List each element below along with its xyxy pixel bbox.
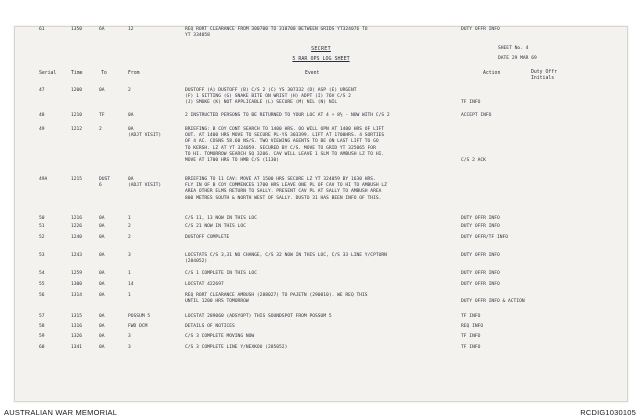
entry-event-line: (F) 1 SITTING (G) SNAKE BITE ON WRIST (H) ADPT (I) 76V C/S 2	[185, 94, 351, 100]
entry-time: 1314	[71, 293, 83, 298]
entry-from-extra: (ADJT VISIT)	[128, 183, 162, 189]
entry-action: TF INFO	[461, 314, 481, 319]
entry-to: 6A	[99, 27, 105, 32]
entry-from: 0A	[128, 127, 134, 132]
entry-event-line: REQ RORT CLEARANCE FROM 300700 TO 310700 BETWEEN GRIDS YT324076 TO	[185, 27, 368, 32]
initials-label: Initials	[531, 76, 555, 81]
entry-event-line: BRIEFING TO 11 CAV: MOVE AT 1500 HRS SECURE LZ YT 324059 BY 1630 HRS.	[185, 177, 376, 182]
entry-event-line: OF 4 AC. COSNS 58.60 NS/S. TWO VIEWING AGENTS TO BE ON LAST LIFT TO GO	[185, 139, 379, 145]
entry-event-line: TO HI. TOMORROW SEARCH SQ 3206. CAV WILL LEAVE 1 SLM TO AMBUSH LZ TO HI.	[185, 151, 385, 157]
entry-time: 1215	[71, 177, 83, 182]
entry-event-line: OUT. AT 1400 HRS MOVE TO SECURE PL-YS 303399. LIFT AT 1700HRS. 4 SORTIES	[185, 133, 385, 139]
entry-serial: 57	[39, 314, 45, 319]
entry-action: DUTY OFFR/TF INFO	[461, 235, 509, 240]
entry-from: 0A	[128, 113, 134, 118]
entry-time: 1315	[71, 314, 83, 319]
entry-event-line: LOCSTATS C/S 3,31 NO CHANGE, C/S 32 NOW IN THIS LOC, C/S 33 LINE Y/CPTURN	[185, 253, 387, 258]
entry-event-line: MOVE AT 1700 HRS TO HMB C/S (1130)	[185, 158, 280, 163]
entry-action: C/S 2 ACK	[461, 158, 486, 163]
entry-from: FWD DCM	[128, 324, 148, 329]
sheet-title: 5 RAR OPS LOG SHEET	[292, 56, 350, 62]
entry-event-line: 800 METRES SOUTH & NORTH WEST OF SALLY. DUSTO 31 HAS BEEN INFO OF THIS.	[185, 195, 382, 201]
entry-to: DUST	[99, 177, 111, 182]
entry-serial: 55	[39, 282, 45, 287]
entry-from: 3	[128, 253, 131, 258]
entry-event-line: C/S 3 COMPLETE MOVING NOW	[185, 334, 255, 339]
entry-to: 2	[99, 127, 102, 132]
sheet-date: DATE 29 MAR 69	[498, 56, 537, 61]
entry-time: 1326	[71, 334, 83, 339]
entry-from: 0A	[128, 177, 134, 182]
entry-to: 0A	[99, 216, 105, 221]
entry-serial: 50	[39, 216, 45, 221]
entry-to: 0A	[99, 271, 105, 276]
entry-event-line: BRIEFING: B COY CONT SEARCH TO 1400 HRS. OO WILL OPN AT 1400 HRS OF LIFT	[185, 127, 385, 132]
entry-from: 12	[128, 27, 134, 32]
entry-event-line: LOCSTAT 422697	[185, 282, 224, 287]
entry-time: 1350	[71, 27, 83, 32]
entry-time: 1240	[71, 235, 83, 240]
entry-to: 0A	[99, 253, 105, 258]
entry-time: 1316	[71, 324, 83, 329]
entry-action: REQ INFO	[461, 324, 484, 329]
entry-action: DUTY OFFR INFO	[461, 216, 500, 221]
entry-action: TF INFO	[461, 334, 481, 339]
entry-serial: 58	[39, 324, 45, 329]
entry-serial: 56	[39, 293, 45, 298]
entry-time: 1200	[71, 88, 83, 93]
col-from-header: From	[128, 71, 140, 76]
entry-time: 1212	[71, 127, 83, 132]
entry-time: 1226	[71, 224, 83, 229]
entry-serial: 53	[39, 253, 45, 258]
duty-offr-label: Duty Offr	[531, 70, 557, 75]
entry-to: 0A	[99, 235, 105, 240]
entry-to: TF	[99, 113, 105, 118]
archive-reference: RCDIG1030105	[580, 408, 636, 417]
entry-event-line: FLY IN OF B COY COMMENCES 1700 HRS LEAVE ONE PL OF CAV TO HI TO AMBUSH LZ	[185, 183, 387, 189]
entry-event-line: REQ RORT CLEARANCE AMBUSH (288027) TO PAJETN (290010). WE REQ THIS	[185, 293, 368, 298]
entry-action: DUTY OFFR INFO	[461, 271, 500, 276]
entry-from: 1	[128, 271, 131, 276]
entry-event-line: AREA OTHER ELMS RETURN TO SALLY. PRESENT CAV PL AT SALLY TO AMBUSH AREA	[185, 189, 382, 195]
archive-credit: AUSTRALIAN WAR MEMORIAL	[4, 408, 118, 417]
entry-to: 0A	[99, 334, 105, 339]
entry-from: 3	[128, 345, 131, 350]
entry-from: 1	[128, 293, 131, 298]
entry-time: 1243	[71, 253, 83, 258]
entry-action: ACCEPT INFO	[461, 113, 492, 118]
entry-to: 0A	[99, 88, 105, 93]
entry-event-line: 2 INSTRUCTED PERSONS TO BE RETURNED TO YOUR LOC AT 4 + 8½ - NOW WITH C/S 2	[185, 113, 390, 118]
entry-from: 2	[128, 88, 131, 93]
entry-event-line: YT 334058	[185, 33, 210, 39]
entry-event-line: C/S 3 COMPLETE LINE Y/NEXKOU (285052)	[185, 345, 288, 350]
entry-from: 2	[128, 224, 131, 229]
entry-time: 1259	[71, 271, 83, 276]
entry-serial: 59	[39, 334, 45, 339]
entry-serial: 49A	[39, 177, 48, 182]
entry-action: TF INFO	[461, 345, 481, 350]
entry-event-line: DUSTOFF (A) DUSTOFF (B) C/S 2 (C) YS 307332 (D) ASP (E) URGENT	[185, 88, 357, 93]
entry-event-line: C/S 21 NOW IN THIS LOC	[185, 224, 246, 229]
entry-from: 3	[128, 334, 131, 339]
entry-serial: 51	[39, 224, 45, 229]
entry-from: 1	[128, 216, 131, 221]
entry-serial: 48	[39, 113, 45, 118]
col-event-header: Event	[305, 71, 320, 76]
sheet-classification: SECRET	[311, 46, 331, 52]
entry-serial: 52	[39, 235, 45, 240]
entry-serial: 47	[39, 88, 45, 93]
col-to-header: To	[101, 71, 107, 76]
entry-serial: 54	[39, 271, 45, 276]
entry-to: 0A	[99, 314, 105, 319]
entry-time: 1216	[71, 216, 83, 221]
entry-to: 0A	[99, 293, 105, 298]
entry-time: 1210	[71, 113, 83, 118]
entry-serial: 60	[39, 345, 45, 350]
entry-to: 0A	[99, 324, 105, 329]
entry-event-line: DETAILS OF NOTICES	[185, 324, 235, 329]
entry-action: DUTY OFFR INFO	[461, 224, 500, 229]
entry-action: DUTY OFFR INFO	[461, 282, 500, 287]
entry-event-line: (284052)	[185, 259, 208, 265]
entry-to-extra: 6	[99, 183, 102, 189]
entry-action: TF INFO	[461, 100, 481, 106]
entry-to: 0A	[99, 282, 105, 287]
col-time-header: Time	[71, 71, 83, 76]
col-duty-offr-header	[531, 70, 557, 82]
entry-event-line: TO KERSH. LZ AT YT 324059. SECURED BY C/S. MOVE TO GRID YT 325065 FOR	[185, 145, 376, 151]
entry-event-line: C/S 11, 13 NOW IN THIS LOC	[185, 216, 257, 221]
entry-event-line: (J) SMOKE (K) NOT APPLICABLE (L) SECURE (M) NIL (N) NIL	[185, 100, 338, 106]
entry-to: 0A	[99, 224, 105, 229]
entry-from: POSSUM 5	[128, 314, 151, 319]
entry-event-line: C/S 1 COMPLETE IN THIS LOC	[185, 271, 257, 276]
entry-action: DUTY OFFR INFO	[461, 253, 500, 258]
entry-event-line: DUSTOFF COMPLETE	[185, 235, 230, 240]
entry-serial: 61	[39, 27, 45, 32]
entry-serial: 49	[39, 127, 45, 132]
entry-time: 1300	[71, 282, 83, 287]
entry-event-line: LOCSTAT 289060 (ADSYOPT) THIS SOUNDSPOT FROM POSSUM 5	[185, 314, 332, 319]
col-serial-header: Serial	[39, 71, 57, 76]
entry-action: DUTY OFFR INFO	[461, 27, 500, 32]
entry-time: 1341	[71, 345, 83, 350]
sheet-number: SHEET No. 4	[498, 46, 529, 51]
entry-from: 2	[128, 235, 131, 240]
log-sheet	[14, 26, 628, 402]
entry-to: 0A	[99, 345, 105, 350]
entry-from-extra: (ADJT VISIT)	[128, 133, 162, 139]
col-action-header: Action	[483, 71, 501, 76]
entry-event-line: UNTIL 1200 HRS TOMORROW	[185, 299, 249, 305]
entry-action: DUTY OFFR INFO & ACTION	[461, 299, 525, 305]
entry-from: 14	[128, 282, 134, 287]
